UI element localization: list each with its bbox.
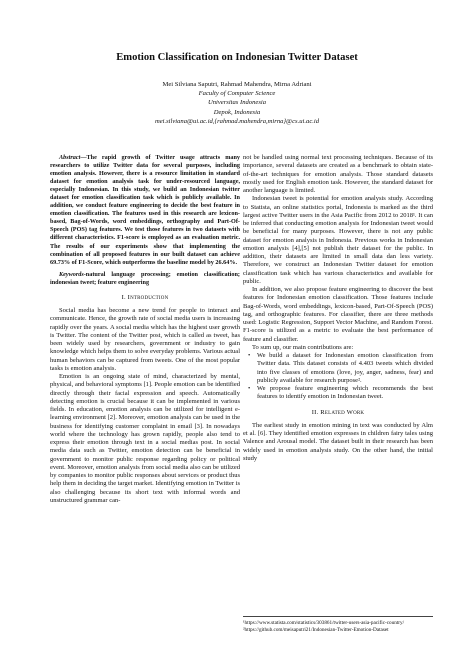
- intro-paragraph-1: Social media has become a new trend for people to interact and communicate. Hence, the growth rate of social media users is increasing rapidly over the years. A social media which has the highest user growth is Twitter. The content of the Twitter post, which is called as tweet, has been widely used by researchers, government or industry to gain knowledge which helps them to solve everyday problems. Various actual human behaviors can be captured from tweets. One of the most popular tasks is emotion analysis.: [50, 307, 240, 372]
- author-names: Mei Silviana Saputri, Rahmad Mahendra, Mirna Adriani: [162, 81, 312, 88]
- author-location: Depok, Indonesia: [213, 108, 261, 116]
- keywords-text: -natural language processing; emotion classification; indonesian tweet; feature engineering: [50, 270, 240, 286]
- list-item: • We propose feature engineering which recommends the best features to identify emotion in Indonesian tweet.: [257, 385, 433, 402]
- section-heading-introduction: I. Introduction: [121, 293, 169, 301]
- abstract-label: Abstract: [59, 154, 81, 161]
- list-item: • We build a dataset for Indonesian emotion classification from Twitter data. This dataset consists of 4.403 tweets which divided into five classes of emotions (love, joy, anger, sadness, fear) and publicly available for research purpose².: [257, 352, 433, 385]
- related-paragraph-1: The earliest study in emotion mining in text was conducted by Alm et al. [6]. They identified emotion expresses in children fairy tales using Valence and Arousal model. The dataset built in their research has been widely used in emotion analysis study. On the other hand, the initial study: [243, 421, 433, 462]
- intro-paragraph-4: In addition, we also propose feature engineering to discover the best features for Indonesian emotion classification. Those features include Bag-of-Words, word embeddings, lexicon-based, Part-Of-Speech (POS) tag, and orthographic features. For classifier, there are three methods used: Logistic Regression, Support Vector Machine, and Random Forest. F1-score is utilized as a metric to evaluate the best performance of feature and classifier.: [243, 286, 433, 343]
- intro-paragraph-continued: not be handled using normal text processing techniques. Because of its importance, several datasets are created as a benchmark to obtain state-of-the-art techniques for emotion analysis. Those standard datasets mostly used for English emotion task. However, the standard dataset for another language is limited.: [243, 154, 433, 194]
- intro-paragraph-3: Indonesian tweet is potential for emotion analysis study. According to Statista, an online statistics portal, Indonesia is marked as the third largest active Twitter users in the Asia Pacific from 2012 to 2018¹. It can be inferred that conducting emotion analysis for Indonesian tweet would be beneficial for many purposes. However, there is not any public dataset for emotion analysis in Indonesia. Previous works in Indonesian emotion analysis [4],[5] not publish their dataset for the public. In addition, their datasets are limited in small data dan less variety. Therefore, we construct an Indonesian Twitter dataset for emotion classification task which has various characteristics and available for public.: [243, 195, 433, 285]
- author-university: Universitas Indonesia: [207, 99, 267, 107]
- left-column: [50, 154, 240, 505]
- footnote-2: ²https://github.com/meisaputri21/Indonesian-Twitter-Emotion-Dataset: [243, 626, 389, 633]
- contributions-list: [243, 352, 433, 402]
- intro-paragraph-2: Emotion is an ongoing state of mind, characterized by mental, physical, and behavioral symptoms [1]. People emotion can be identified directly through their facial expression and speech. Automatically detecting emotion is crucial because it can be implemented in various fields. In education, emotion analysis can be utilized for intelligent e-learning environment [2]. Moreover, emotion analysis can be used in the business for identifying customer complaint in email [3]. In nowadays world where the technology has grown rapidly, people also tend to express their emotion through text in a social medias post. In social media data such as Twitter, emotion detection can be beneficial in government to monitor public response regarding policy or political event. Moreover, emotion analysis from social media also can be utilized by companies to monitor public responses about services or product thus help them in deciding the target market. Identifying emotion in Twitter is also challenging because its short text with informal words and unstructured grammar can-: [50, 373, 240, 504]
- section-heading-related-work: II. Related Work: [311, 408, 365, 416]
- author-emails: mei.silviana@ui.ac.id,{rahmad.mahendra,mirna}@cs.ui.ac.id: [154, 117, 320, 125]
- footnote-1: ¹https://www.statista.com/statistics/303861/twitter-users-asia-pacific-country/: [243, 620, 405, 626]
- contributions-lead: To sum up, our main contributions are:: [252, 343, 354, 351]
- keywords: [50, 271, 240, 287]
- footnotes: [243, 616, 433, 633]
- author-block: [0, 80, 474, 126]
- right-column: [243, 154, 433, 463]
- keywords-label: Keywords: [59, 270, 84, 278]
- abstract: [50, 154, 240, 267]
- author-faculty: Faculty of Computer Science: [198, 90, 276, 98]
- abstract-text: —The rapid growth of Twitter usage attracts many researchers to utilize Twitter data for several purposes, including emotion analysis. However, there is a resource limitation in standard dataset for emotion analysis task for under-resourced language, especially Indonesian. In this study, we build an Indonesian twitter dataset for emotion classification task which is publicly available. In addition, we conduct feature engineering to decide the best feature in emotion classification. The features used in this research are lexicon-based, Bag-of-Words, word embeddings, orthography and Part-Of-Speech (POS) tag features. We test those features in two datasets with different characteristics. F1-score is employed as an evaluation metric. The results of our experiments show that implementing the combination of all proposed features in our built dataset can achieve 69.73% of F1-Score, which outperforms the baseline model by 26.64%.: [50, 154, 240, 266]
- paper-title: Emotion Classification on Indonesian Twitter Dataset: [116, 52, 358, 63]
